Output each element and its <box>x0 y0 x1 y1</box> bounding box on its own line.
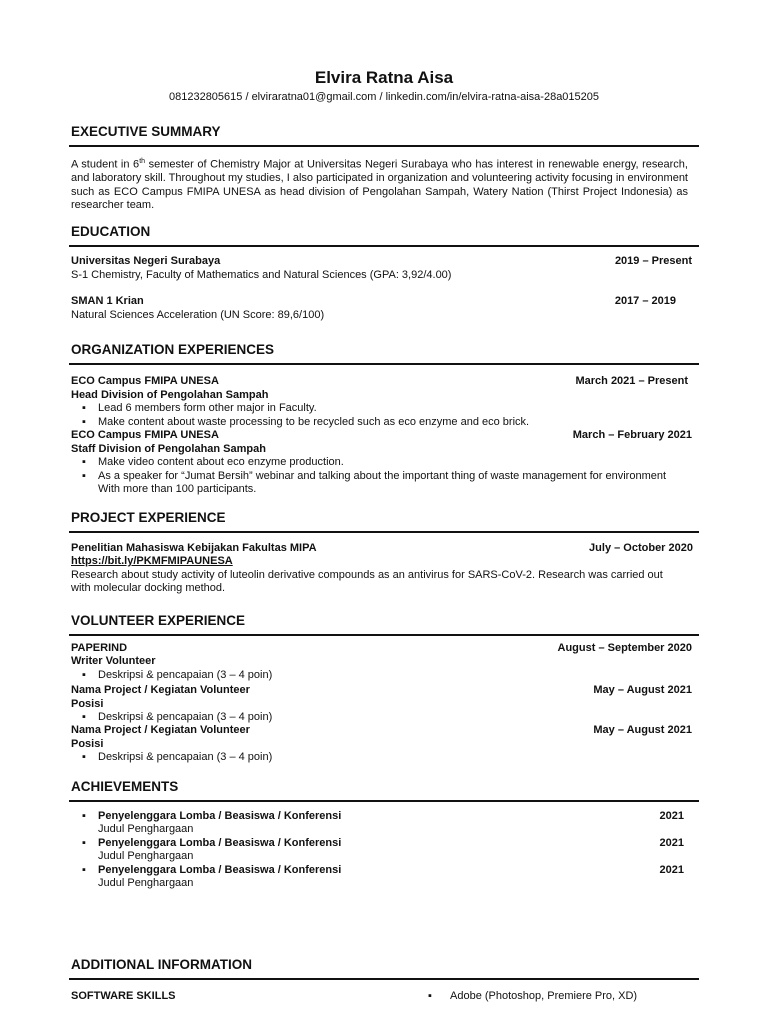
volunteer-role: Posisi <box>71 738 104 750</box>
education-date: 2017 – 2019 <box>614 295 676 307</box>
education-date: 2019 – Present <box>614 255 692 267</box>
software-skills-value: Adobe (Photoshop, Premiere Pro, XD) <box>450 990 638 1002</box>
org-bullet: Lead 6 members form other major in Faculty. <box>98 402 317 414</box>
summary-text: A student in 6th semester of Chemistry Major at Universitas Negeri Surabaya who has interest in renewable energy, research, and laboratory skill. Throughout my studies, I also participated in organization and volunteering activity focusing in environment such as ECO Campus FMIPA UNESA as head division of Pengolahan Sampah, Watery Nation (Thirst Project Indonesia) as researcher team. <box>71 158 688 212</box>
section-divider <box>69 800 699 802</box>
bullet-marker: ▪ <box>82 837 86 849</box>
achievement-name: Penyelenggara Lomba / Beasiswa / Konferensi <box>98 837 342 849</box>
org-bullet-continuation: With more than 100 participants. <box>98 483 257 495</box>
section-title-additional: ADDITIONAL INFORMATION <box>71 957 252 972</box>
candidate-name: Elvira Ratna Aisa <box>314 68 454 87</box>
education-school: SMAN 1 Krian <box>71 295 144 307</box>
section-divider <box>69 245 699 247</box>
org-date: March 2021 – Present <box>575 375 688 387</box>
volunteer-role: Posisi <box>71 698 104 710</box>
section-title-education: EDUCATION <box>71 224 151 239</box>
bullet-marker: ▪ <box>82 669 86 681</box>
section-divider <box>69 363 699 365</box>
section-divider <box>69 531 699 533</box>
org-date: March – February 2021 <box>572 429 692 441</box>
education-detail: Natural Sciences Acceleration (UN Score: 89,6/100) <box>71 309 325 321</box>
bullet-marker: ▪ <box>82 470 86 482</box>
org-name: ECO Campus FMIPA UNESA <box>71 375 219 387</box>
volunteer-bullet: Deskripsi & pencapaian (3 – 4 poin) <box>98 669 273 681</box>
bullet-marker: ▪ <box>82 456 86 468</box>
section-title-organization: ORGANIZATION EXPERIENCES <box>71 342 275 357</box>
bullet-marker: ▪ <box>82 711 86 723</box>
section-divider <box>69 978 699 980</box>
volunteer-org: Nama Project / Kegiatan Volunteer <box>71 724 250 736</box>
project-name: Penelitian Mahasiswa Kebijakan Fakultas MIPA <box>71 542 317 554</box>
section-title-project: PROJECT EXPERIENCE <box>71 510 226 525</box>
contact-info: 081232805615 / elviraratna01@gmail.com / linkedin.com/in/elvira-ratna-aisa-28a015205 <box>168 91 600 103</box>
volunteer-role: Writer Volunteer <box>71 655 156 667</box>
volunteer-date: May – August 2021 <box>593 724 692 736</box>
org-bullet: As a speaker for “Jumat Bersih” webinar and talking about the important thing of waste management for environment <box>98 470 667 482</box>
org-bullet: Make video content about eco enzyme production. <box>98 456 344 468</box>
section-title-volunteer: VOLUNTEER EXPERIENCE <box>71 613 246 628</box>
achievement-name: Penyelenggara Lomba / Beasiswa / Konferensi <box>98 864 342 876</box>
bullet-marker: ▪ <box>428 990 432 1002</box>
bullet-marker: ▪ <box>82 864 86 876</box>
org-bullet: Make content about waste processing to be recycled such as eco enzyme and eco brick. <box>98 416 530 428</box>
section-divider <box>69 634 699 636</box>
org-role: Head Division of Pengolahan Sampah <box>71 389 269 401</box>
achievement-year: 2021 <box>659 864 684 876</box>
software-skills-label: SOFTWARE SKILLS <box>71 990 176 1002</box>
project-description: Research about study activity of luteolin derivative compounds as an antivirus for SARS-CoV-2. Research was carried out <box>71 569 663 581</box>
org-role: Staff Division of Pengolahan Sampah <box>71 443 266 455</box>
project-link[interactable]: https://bit.ly/PKMFMIPAUNESA <box>71 555 233 567</box>
bullet-marker: ▪ <box>82 416 86 428</box>
section-divider <box>69 145 699 147</box>
volunteer-org: Nama Project / Kegiatan Volunteer <box>71 684 250 696</box>
education-school: Universitas Negeri Surabaya <box>71 255 221 267</box>
achievement-name: Penyelenggara Lomba / Beasiswa / Konferensi <box>98 810 342 822</box>
volunteer-bullet: Deskripsi & pencapaian (3 – 4 poin) <box>98 751 273 763</box>
bullet-marker: ▪ <box>82 810 86 822</box>
volunteer-date: August – September 2020 <box>557 642 692 654</box>
org-name: ECO Campus FMIPA UNESA <box>71 429 219 441</box>
section-title-achievements: ACHIEVEMENTS <box>71 779 179 794</box>
education-detail: S-1 Chemistry, Faculty of Mathematics and Natural Sciences (GPA: 3,92/4.00) <box>71 269 452 281</box>
project-date: July – October 2020 <box>589 542 693 554</box>
section-title-summary: EXECUTIVE SUMMARY <box>71 124 221 139</box>
volunteer-bullet: Deskripsi & pencapaian (3 – 4 poin) <box>98 711 273 723</box>
bullet-marker: ▪ <box>82 751 86 763</box>
achievement-title: Judul Penghargaan <box>98 877 194 889</box>
achievement-year: 2021 <box>659 810 684 822</box>
volunteer-date: May – August 2021 <box>593 684 692 696</box>
achievement-title: Judul Penghargaan <box>98 850 194 862</box>
volunteer-org: PAPERIND <box>71 642 128 654</box>
achievement-title: Judul Penghargaan <box>98 823 194 835</box>
bullet-marker: ▪ <box>82 402 86 414</box>
achievement-year: 2021 <box>659 837 684 849</box>
project-description: with molecular docking method. <box>71 582 226 594</box>
